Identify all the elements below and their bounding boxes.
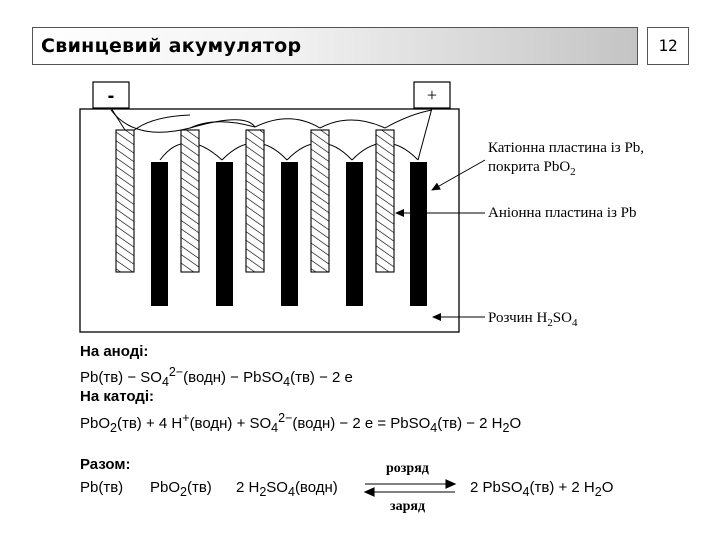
total-reactant-pb: Pb(тв) — [80, 479, 124, 496]
slide-title: Свинцевий акумулятор — [41, 35, 302, 57]
solid-plate — [216, 162, 233, 306]
cathode-plate-label-line1: Катіонна пластина із Pb, — [488, 140, 645, 156]
battery-container — [80, 109, 459, 332]
hatched-plate — [376, 130, 394, 272]
solid-plate — [410, 162, 427, 306]
cathode-plate-label-line2: покрита PbO$_2$ — [488, 159, 576, 178]
total-reactant-pbo2: PbO$_2$(тв) — [150, 479, 212, 499]
cathode-heading: На катоді: — [80, 388, 154, 405]
positive-terminal-sign: + — [426, 85, 438, 105]
solid-plate — [151, 162, 168, 306]
anode-plate-label: Аніонна пластина із Pb — [488, 205, 637, 221]
solid-plate — [346, 162, 363, 306]
anode-equation: $Pb(тв) - SO_4^{2-}(водн)$ − PbSO$_4$(тв) − 2 e — [80, 365, 353, 389]
anode-heading: На аноді: — [80, 343, 149, 360]
charge-label: заряд — [390, 499, 426, 514]
cathode-equation: PbO$_2$(тв) + 4 H+(водн) + $SO_4^{2-}(водн) - 2$ e = PbSO$_4$(тв) − 2 $H_2O$ — [80, 411, 522, 435]
hatched-plate — [311, 130, 329, 272]
hatched-plate — [181, 130, 199, 272]
negative-terminal-sign: - — [107, 85, 115, 107]
hatched-plate — [116, 130, 134, 272]
reversible-arrow — [365, 480, 455, 496]
solution-label: Розчин $H_2SO_4$ — [488, 310, 578, 329]
solid-plate — [281, 162, 298, 306]
total-reactant-h2so4: 2 $H_2SO_4(водн)$ — [236, 479, 338, 499]
discharge-label: розряд — [386, 461, 429, 476]
hatched-plate — [246, 130, 264, 272]
page-number: 12 — [658, 36, 678, 55]
total-heading: Разом: — [80, 456, 131, 473]
total-products: 2 PbSO$_4$(тв) + 2 $H_2O$ — [470, 479, 614, 499]
